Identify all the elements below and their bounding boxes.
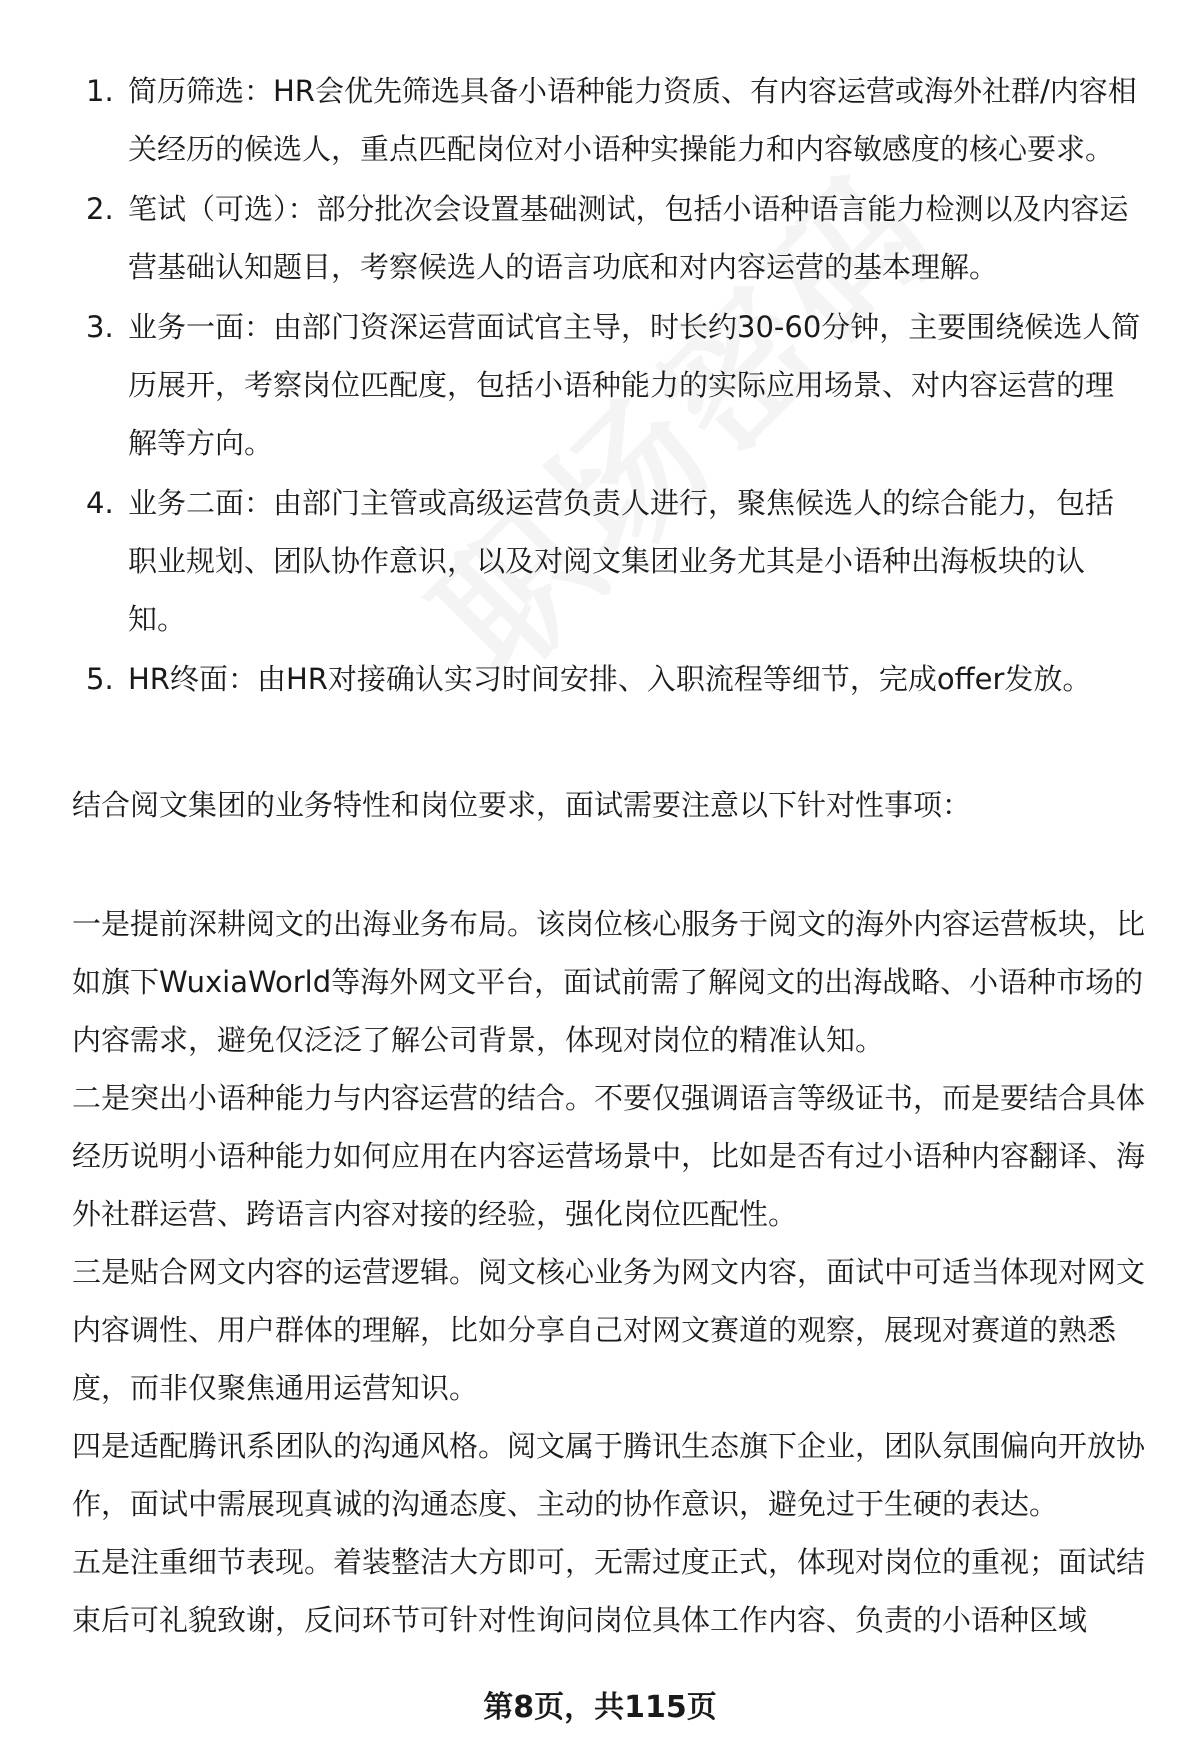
list-item-number: 2. bbox=[86, 192, 114, 226]
list-item-number: 3. bbox=[86, 310, 114, 344]
tips-section bbox=[72, 895, 1152, 1649]
list-item-text: HR终面：由HR对接确认实习时间安排、入职流程等细节，完成offer发放。 bbox=[128, 662, 1092, 696]
list-item-text: 业务一面：由部门资深运营面试官主导，时长约30-60分钟，主要围绕候选人简历展开，考察岗位匹配度，包括小语种能力的实际应用场景、对内容运营的理解等方向。 bbox=[128, 310, 1141, 460]
tip-paragraph: 五是注重细节表现。着装整洁大方即可，无需过度正式，体现对岗位的重视；面试结束后可礼貌致谢，反问环节可针对性询问岗位具体工作内容、负责的小语种区域 bbox=[72, 1545, 1146, 1637]
list-item bbox=[72, 474, 1142, 648]
list-item bbox=[72, 650, 1142, 708]
intro-paragraph: 结合阅文集团的业务特性和岗位要求，面试需要注意以下针对性事项： bbox=[72, 788, 972, 822]
tip-paragraph: 二是突出小语种能力与内容运营的结合。不要仅强调语言等级证书，而是要结合具体经历说明小语种能力如何应用在内容运营场景中，比如是否有过小语种内容翻译、海外社群运营、跨语言内容对接的经验，强化岗位匹配性。 bbox=[72, 1081, 1146, 1231]
page-number-footer: 第8页，共115页 bbox=[483, 1690, 717, 1725]
interview-steps-list bbox=[72, 62, 1142, 710]
list-item-number: 1. bbox=[86, 74, 114, 108]
tip-paragraph: 四是适配腾讯系团队的沟通风格。阅文属于腾讯生态旗下企业，团队氛围偏向开放协作，面试中需展现真诚的沟通态度、主动的协作意识，避免过于生硬的表达。 bbox=[72, 1429, 1146, 1521]
list-item-text: 业务二面：由部门主管或高级运营负责人进行，聚焦候选人的综合能力，包括职业规划、团队协作意识，以及对阅文集团业务尤其是小语种出海板块的认知。 bbox=[128, 486, 1115, 636]
list-item-text: 简历筛选：HR会优先筛选具备小语种能力资质、有内容运营或海外社群/内容相关经历的候选人，重点匹配岗位对小语种实操能力和内容敏感度的核心要求。 bbox=[128, 74, 1137, 166]
tip-paragraph: 三是贴合网文内容的运营逻辑。阅文核心业务为网文内容，面试中可适当体现对网文内容调性、用户群体的理解，比如分享自己对网文赛道的观察，展现对赛道的熟悉度，而非仅聚焦通用运营知识。 bbox=[72, 1255, 1146, 1405]
list-item bbox=[72, 298, 1142, 472]
list-item-number: 4. bbox=[86, 486, 114, 520]
tip-paragraph: 一是提前深耕阅文的出海业务布局。该岗位核心服务于阅文的海外内容运营板块，比如旗下WuxiaWorld等海外网文平台，面试前需了解阅文的出海战略、小语种市场的内容需求，避免仅泛泛了解公司背景，体现对岗位的精准认知。 bbox=[72, 907, 1146, 1057]
list-item bbox=[72, 180, 1142, 296]
list-item-number: 5. bbox=[86, 662, 114, 696]
list-item-text: 笔试（可选）：部分批次会设置基础测试，包括小语种语言能力检测以及内容运营基础认知题目，考察候选人的语言功底和对内容运营的基本理解。 bbox=[128, 192, 1129, 284]
list-item bbox=[72, 62, 1142, 178]
